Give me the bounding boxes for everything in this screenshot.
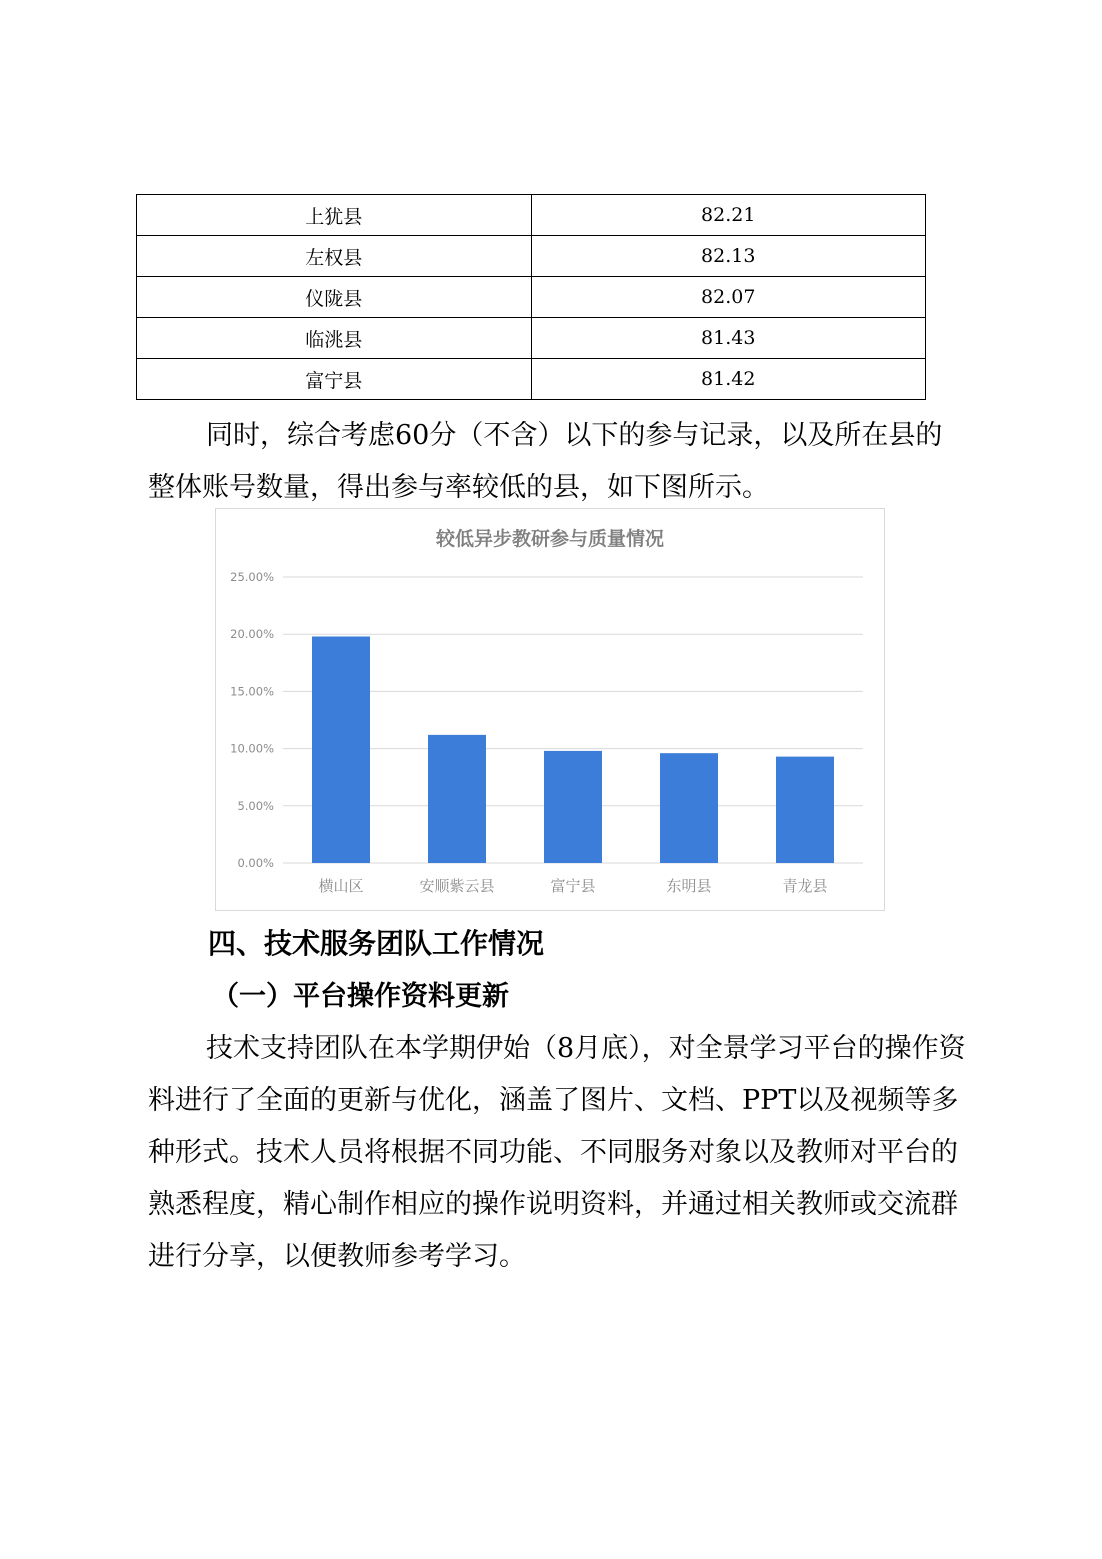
y-tick-label: 25.00%: [230, 570, 274, 584]
y-tick-label: 5.00%: [237, 798, 274, 813]
score-cell: 81.43: [531, 318, 926, 359]
table-row: [137, 195, 926, 236]
bar: [776, 757, 834, 863]
score-cell: 81.42: [531, 359, 926, 400]
y-tick-label: 10.00%: [230, 741, 274, 756]
county-cell: 临洮县: [137, 318, 532, 359]
bar: [544, 751, 602, 863]
y-tick-label: 15.00%: [230, 684, 274, 699]
x-tick-label: 安顺紫云县: [419, 877, 495, 895]
x-tick-label: 横山区: [318, 877, 364, 895]
bar: [660, 753, 718, 863]
score-cell: 82.13: [531, 236, 926, 277]
bar-chart-svg: [216, 509, 884, 910]
county-cell: 左权县: [137, 236, 532, 277]
bar: [428, 735, 486, 863]
score-cell: 82.07: [531, 277, 926, 318]
table-row: [137, 318, 926, 359]
y-tick-label: 0.00%: [237, 856, 274, 870]
county-cell: 上犹县: [137, 195, 532, 236]
x-tick-label: 富宁县: [550, 877, 596, 895]
body-paragraph-text: 技术支持团队在本学期伊始（8月底），对全景学习平台的操作资料进行了全面的更新与优化，涵盖了图片、文档、PPT以及视频等多种形式。技术人员将根据不同功能、不同服务对象以及教师对平台的熟悉程度，精心制作相应的操作说明资料，并通过相关教师或交流群进行分享，以便教师参考学习。: [148, 1033, 966, 1272]
intro-paragraph: [148, 410, 968, 514]
chart-title: 较低异步教研参与质量情况: [435, 528, 665, 550]
body-paragraph: [148, 1023, 968, 1283]
bar: [312, 636, 370, 863]
bar-chart: [215, 508, 885, 911]
score-cell: 82.21: [531, 195, 926, 236]
county-cell: 富宁县: [137, 359, 532, 400]
county-cell: 仪陇县: [137, 277, 532, 318]
score-table: [136, 194, 926, 400]
section-heading: 四、技术服务团队工作情况: [208, 927, 545, 960]
subsection-heading: （一）平台操作资料更新: [212, 981, 509, 1012]
intro-paragraph-text: 同时，综合考虑60分（不含）以下的参与记录，以及所在县的整体账号数量，得出参与率较低的县，如下图所示。: [148, 420, 943, 503]
x-tick-label: 东明县: [666, 877, 712, 895]
table-row: [137, 236, 926, 277]
y-tick-label: 20.00%: [230, 627, 274, 642]
x-tick-label: 青龙县: [782, 877, 828, 895]
table-row: [137, 277, 926, 318]
table-row: [137, 359, 926, 400]
